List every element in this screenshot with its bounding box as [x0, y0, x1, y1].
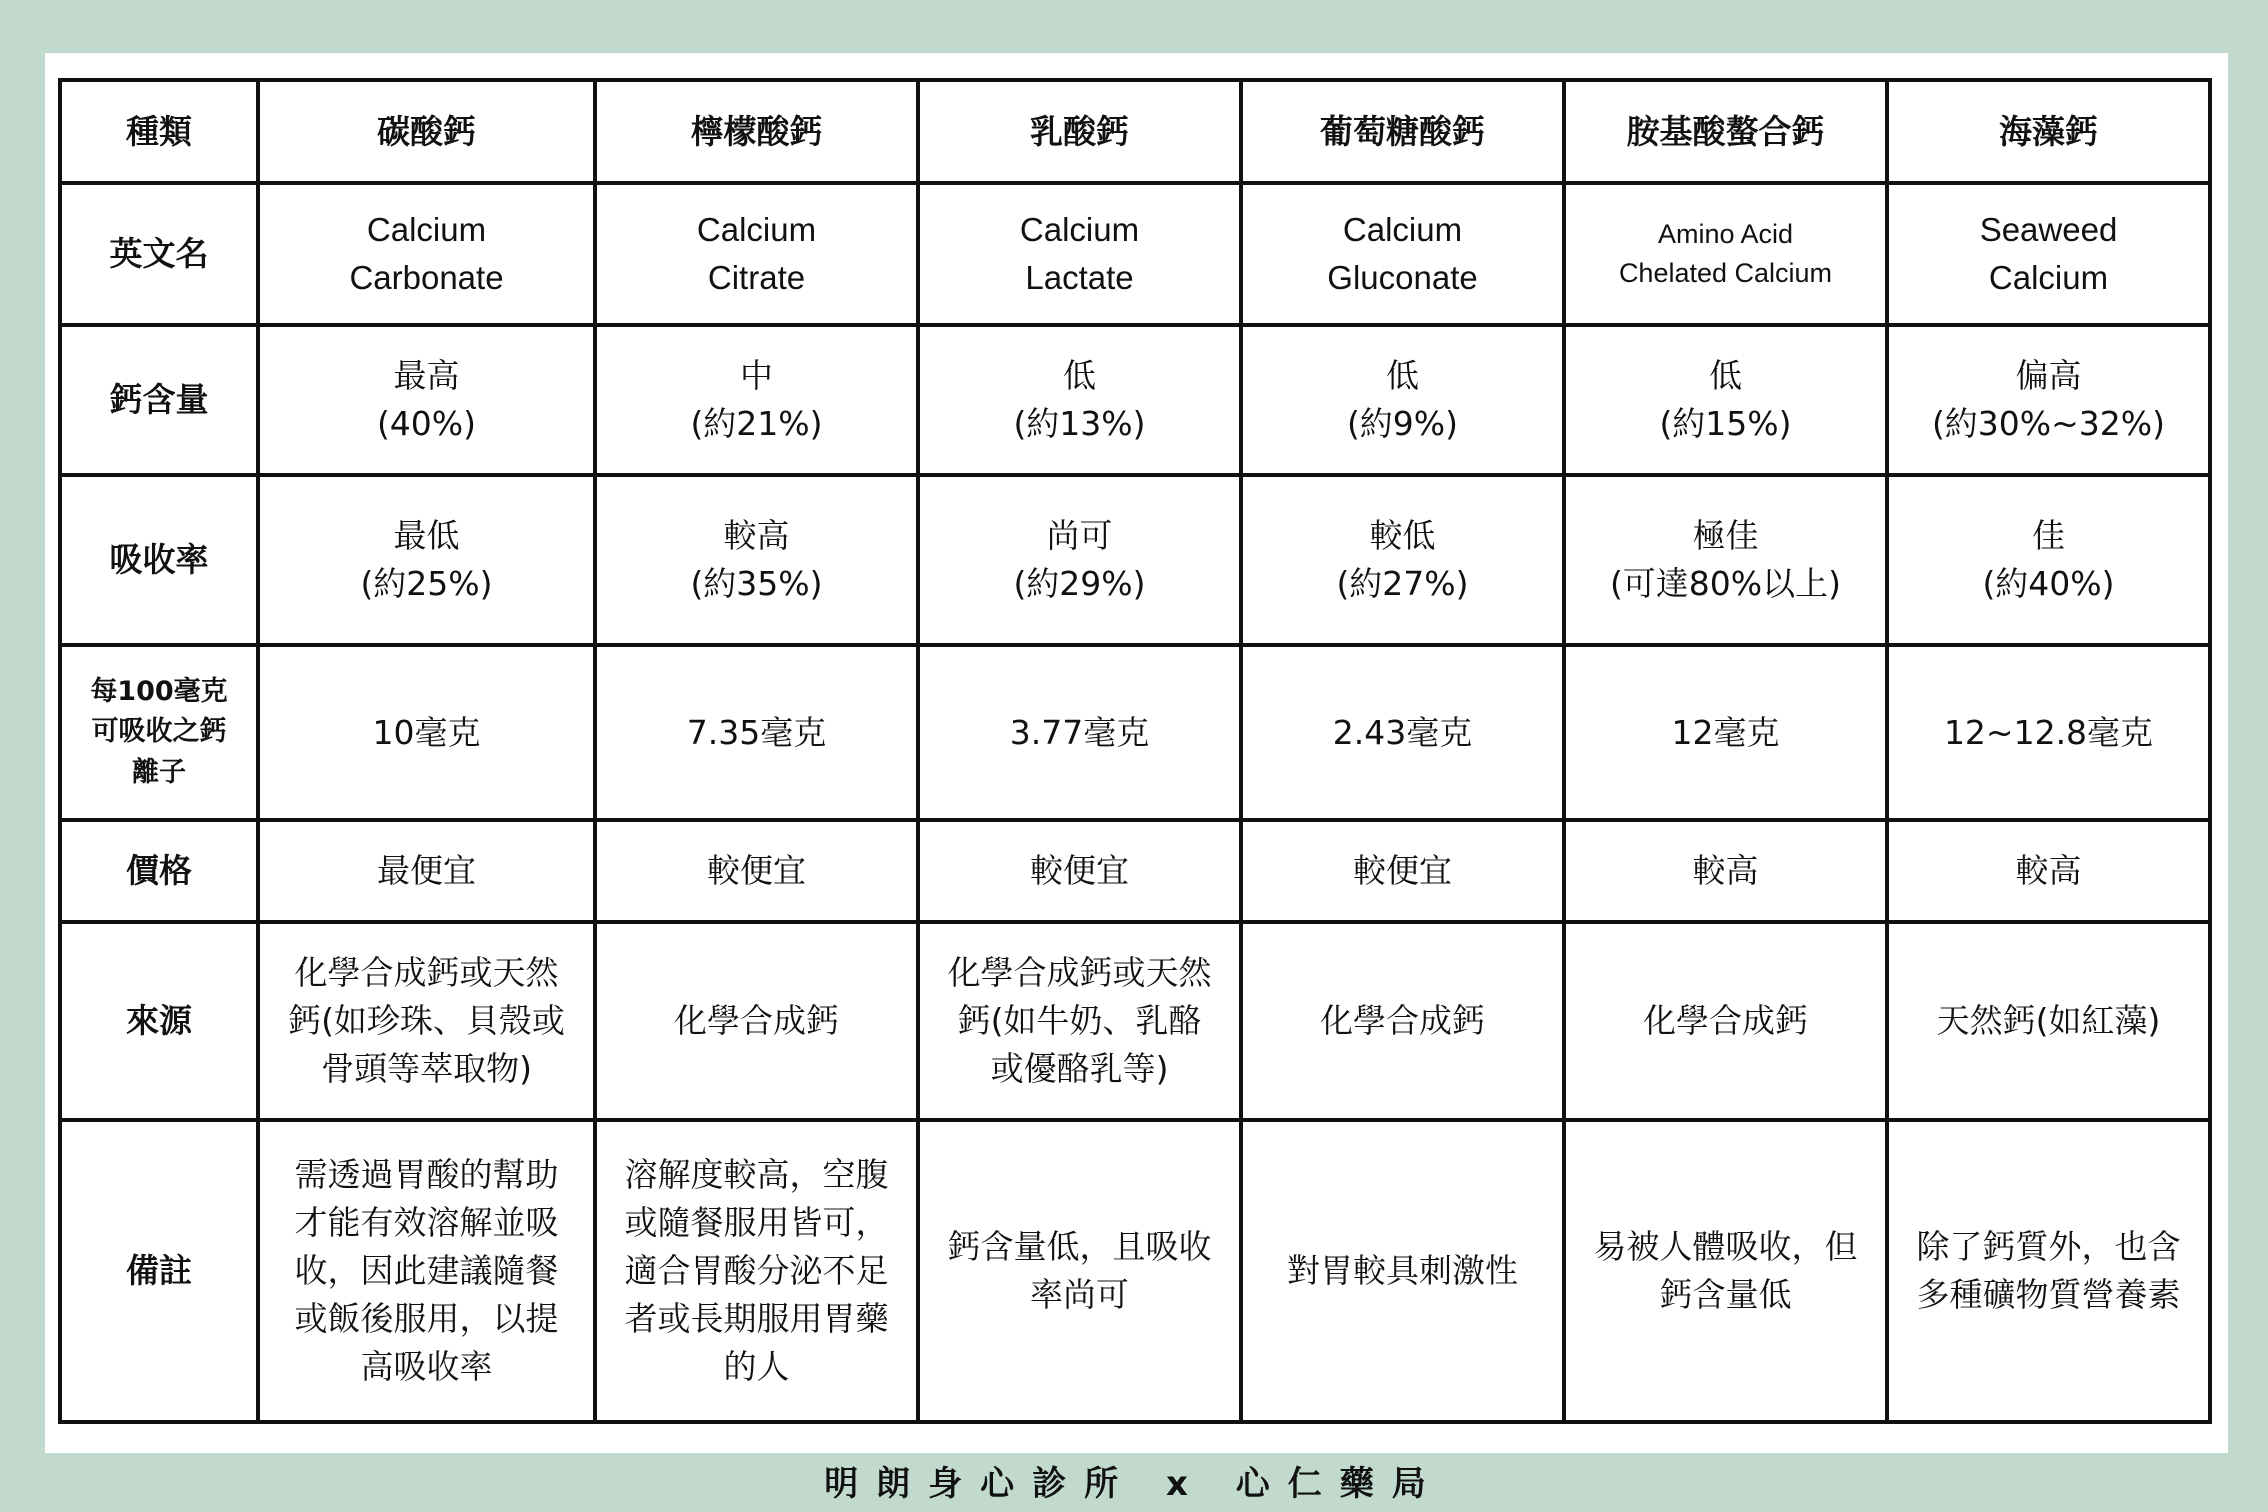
english-name-label: 英文名 — [60, 183, 258, 325]
calcium-content-cell: 偏高 (約30%~32%) — [1887, 325, 2210, 475]
english-name-cell: Calcium Citrate — [595, 183, 918, 325]
absorbable-ions-row — [60, 645, 2210, 820]
calcium-content-row — [60, 325, 2210, 475]
price-label: 價格 — [60, 820, 258, 922]
english-name-cell: Calcium Carbonate — [258, 183, 595, 325]
absorption-rate-cell: 極佳 (可達80%以上) — [1564, 475, 1887, 645]
absorbable-ions-cell: 2.43毫克 — [1241, 645, 1564, 820]
source-row — [60, 922, 2210, 1120]
absorption-rate-cell: 最低 (約25%) — [258, 475, 595, 645]
english-name-cell: Calcium Gluconate — [1241, 183, 1564, 325]
price-cell: 最便宜 — [258, 820, 595, 922]
absorption-rate-label: 吸收率 — [60, 475, 258, 645]
header-type: 種類 — [60, 80, 258, 183]
price-row — [60, 820, 2210, 922]
calcium-content-label: 鈣含量 — [60, 325, 258, 475]
calcium-content-cell: 低 (約13%) — [918, 325, 1241, 475]
header-calcium-gluconate: 葡萄糖酸鈣 — [1241, 80, 1564, 183]
calcium-content-cell: 低 (約15%) — [1564, 325, 1887, 475]
source-cell: 化學合成鈣或天然 鈣(如珍珠、貝殼或 骨頭等萃取物) — [258, 922, 595, 1120]
absorbable-ions-cell: 10毫克 — [258, 645, 595, 820]
price-cell: 較便宜 — [1241, 820, 1564, 922]
absorbable-ions-label: 每100毫克 可吸收之鈣 離子 — [60, 645, 258, 820]
calcium-content-cell: 低 (約9%) — [1241, 325, 1564, 475]
calcium-content-cell: 中 (約21%) — [595, 325, 918, 475]
notes-label: 備註 — [60, 1120, 258, 1422]
header-amino-acid-chelated: 胺基酸螯合鈣 — [1564, 80, 1887, 183]
source-cell: 化學合成鈣 — [1564, 922, 1887, 1120]
notes-cell: 易被人體吸收，但 鈣含量低 — [1564, 1120, 1887, 1422]
english-name-cell: Calcium Lactate — [918, 183, 1241, 325]
notes-cell: 鈣含量低，且吸收 率尚可 — [918, 1120, 1241, 1422]
absorption-rate-cell: 尚可 (約29%) — [918, 475, 1241, 645]
absorption-rate-cell: 較低 (約27%) — [1241, 475, 1564, 645]
absorbable-ions-cell: 7.35毫克 — [595, 645, 918, 820]
header-calcium-carbonate: 碳酸鈣 — [258, 80, 595, 183]
absorbable-ions-cell: 12~12.8毫克 — [1887, 645, 2210, 820]
source-cell: 化學合成鈣或天然 鈣(如牛奶、乳酪 或優酪乳等) — [918, 922, 1241, 1120]
header-calcium-citrate: 檸檬酸鈣 — [595, 80, 918, 183]
price-cell: 較便宜 — [918, 820, 1241, 922]
source-label: 來源 — [60, 922, 258, 1120]
source-cell: 化學合成鈣 — [595, 922, 918, 1120]
english-name-cell: Seaweed Calcium — [1887, 183, 2210, 325]
source-cell: 天然鈣(如紅藻) — [1887, 922, 2210, 1120]
notes-cell: 溶解度較高，空腹 或隨餐服用皆可， 適合胃酸分泌不足 者或長期服用胃藥 的人 — [595, 1120, 918, 1422]
header-seaweed-calcium: 海藻鈣 — [1887, 80, 2210, 183]
price-cell: 較便宜 — [595, 820, 918, 922]
header-calcium-lactate: 乳酸鈣 — [918, 80, 1241, 183]
notes-row — [60, 1120, 2210, 1422]
absorbable-ions-cell: 3.77毫克 — [918, 645, 1241, 820]
footer-credit: 明朗身心診所 x 心仁藥局 — [824, 1464, 1444, 1504]
english-name-row — [60, 183, 2210, 325]
absorption-rate-cell: 佳 (約40%) — [1887, 475, 2210, 645]
notes-cell: 除了鈣質外，也含 多種礦物質營養素 — [1887, 1120, 2210, 1422]
table-card — [45, 53, 2228, 1453]
source-cell: 化學合成鈣 — [1241, 922, 1564, 1120]
calcium-comparison-table — [58, 78, 2212, 1424]
notes-cell: 對胃較具刺激性 — [1241, 1120, 1564, 1422]
price-cell: 較高 — [1887, 820, 2210, 922]
price-cell: 較高 — [1564, 820, 1887, 922]
absorbable-ions-cell: 12毫克 — [1564, 645, 1887, 820]
calcium-content-cell: 最高 (40%) — [258, 325, 595, 475]
english-name-cell: Amino Acid Chelated Calcium — [1564, 183, 1887, 325]
notes-cell: 需透過胃酸的幫助 才能有效溶解並吸 收，因此建議隨餐 或飯後服用，以提 高吸收率 — [258, 1120, 595, 1422]
absorption-rate-row — [60, 475, 2210, 645]
header-row — [60, 80, 2210, 183]
absorption-rate-cell: 較高 (約35%) — [595, 475, 918, 645]
